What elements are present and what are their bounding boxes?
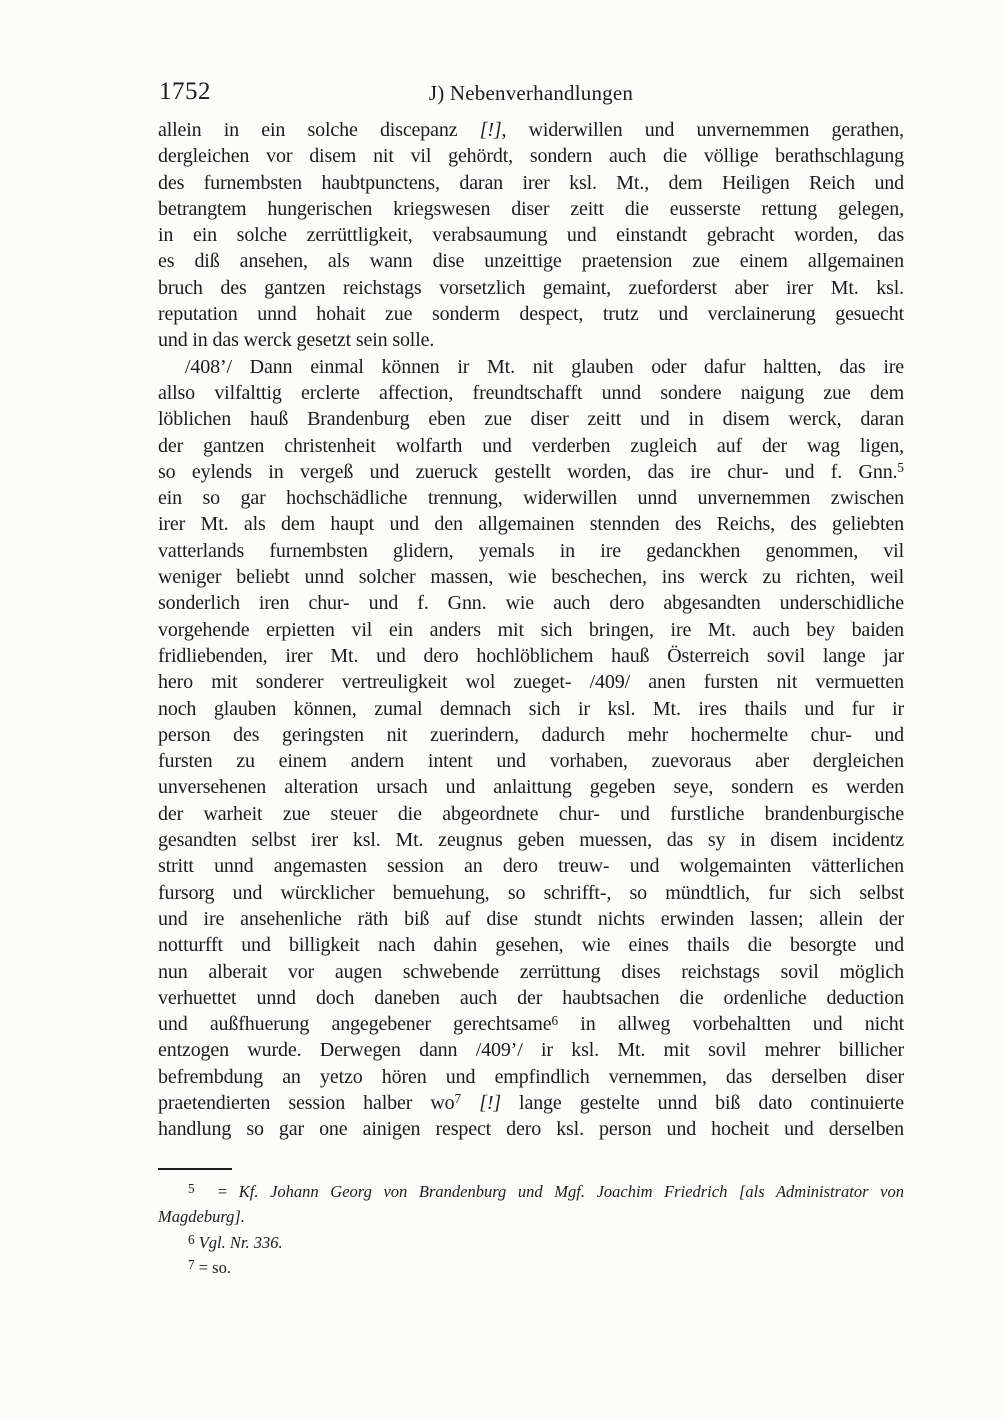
text-line bbox=[158, 959, 904, 985]
footnote-marker: 7 bbox=[454, 1091, 462, 1107]
text-segment: hero mit sonderer vertreuligkeit wol zueget- /409/ anen fursten nit vermuetten bbox=[158, 671, 904, 694]
text-segment: [!] bbox=[479, 119, 502, 141]
page-number: 1752 bbox=[159, 78, 211, 105]
text-line bbox=[158, 354, 904, 380]
text-segment: = so. bbox=[194, 1258, 231, 1278]
text-segment: sonderlich iren chur- und f. Gnn. wie auch dero abgesandten underschidliche bbox=[158, 592, 904, 615]
text-segment: des furnembsten haubtpunctens, daran irer ksl. Mt., dem Heiligen Reich und bbox=[158, 171, 904, 194]
text-segment: ein so gar hochschädliche trennung, widerwillen unnd unvernemmen zwischen bbox=[158, 487, 904, 510]
text-segment: allein in ein solche discepanz bbox=[158, 119, 480, 141]
text-segment: noch glauben können, zumal demnach sich ir ksl. Mt. ires thails und fur ir bbox=[158, 697, 904, 720]
text-line bbox=[158, 406, 904, 432]
text-line bbox=[158, 774, 904, 800]
text-line bbox=[158, 617, 904, 643]
body-text bbox=[158, 117, 904, 1143]
text-line bbox=[158, 485, 904, 511]
text-segment: lange gestelte unnd biß dato continuierte bbox=[500, 1091, 904, 1114]
footnotes bbox=[158, 1179, 904, 1281]
text-segment: [!] bbox=[479, 1091, 501, 1114]
text-line bbox=[158, 696, 904, 722]
text-line bbox=[158, 511, 904, 537]
text-segment: reputation unnd hohait zue sonderm despect, trutz und verclainerung gesuecht bbox=[158, 303, 904, 326]
footnote-marker: 5 bbox=[897, 460, 904, 476]
footnote-line bbox=[158, 1179, 904, 1204]
text-segment: vorgehende erpietten vil ein anders mit sich bringen, ire Mt. auch bey baiden bbox=[158, 618, 904, 641]
text-line bbox=[158, 117, 904, 143]
text-line bbox=[158, 170, 904, 196]
footnote-marker: 5 bbox=[188, 1180, 195, 1196]
text-line bbox=[158, 1064, 904, 1090]
text-line bbox=[158, 722, 904, 748]
text-segment: nun alberait vor augen schwebende zerrüttung dises reichstags sovil möglich bbox=[158, 960, 904, 983]
text-segment: , widerwillen und unvernemmen gerathen, bbox=[501, 119, 904, 141]
text-segment: verhuettet unnd doch daneben auch der haubtsachen die ordenliche deduction bbox=[158, 986, 904, 1009]
text-segment bbox=[461, 1092, 479, 1114]
text-segment: allso vilfalttig erclerte affection, freundtschafft unnd sondere naigung zue dem bbox=[158, 381, 904, 404]
text-segment: der gantzen christenheit wolfarth und verderben zugleich auf der wag ligen, bbox=[158, 434, 904, 457]
running-head: J) Nebenverhandlungen bbox=[428, 81, 634, 105]
text-segment: entzogen wurde. Derwegen dann /409’/ ir ksl. Mt. mit sovil mehrer billicher bbox=[158, 1039, 904, 1062]
footnote-marker: 7 bbox=[188, 1256, 195, 1272]
text-segment: in ein solche zerrüttligkeit, verabsaumung und einstandt gebracht worden, das bbox=[158, 224, 904, 247]
text-segment: der warheit zue steuer die abgeordnete chur- und furstliche brandenburgische bbox=[158, 802, 904, 825]
text-segment: und außfhuerung angegebener gerechtsame bbox=[158, 1013, 552, 1036]
text-line bbox=[158, 748, 904, 774]
text-line bbox=[158, 196, 904, 222]
text-line bbox=[158, 459, 904, 485]
text-line bbox=[158, 590, 904, 616]
text-line bbox=[158, 853, 904, 879]
text-segment: praetendierten session halber wo bbox=[158, 1091, 455, 1114]
text-segment: so eylends in vergeß und zueruck gestellt worden, das ire chur- und f. Gnn. bbox=[158, 460, 898, 483]
text-line bbox=[158, 643, 904, 669]
text-segment: fursorg und würcklicher bemuehung, so schrifft-, so mündtlich, fur sich selbst bbox=[158, 881, 904, 904]
footnote-line bbox=[158, 1230, 904, 1255]
footnote-line bbox=[158, 1204, 904, 1229]
text-line bbox=[158, 380, 904, 406]
text-line bbox=[158, 827, 904, 853]
text-line bbox=[158, 1011, 904, 1037]
text-segment: befrembdung an yetzo hören und empfindlich vernemmen, das derselben diser bbox=[158, 1065, 904, 1088]
text-segment: irer Mt. als dem haupt und den allgemainen stennden des Reichs, des geliebten bbox=[158, 513, 904, 536]
text-segment: fursten zu einem andern intent und vorhaben, zuevoraus aber dergleichen bbox=[158, 750, 904, 773]
text-segment: notturfft und billigkeit nach dahin gesehen, wie eines thails die besorgte und bbox=[158, 934, 904, 957]
text-line bbox=[158, 248, 904, 274]
text-segment: es diß ansehen, als wann dise unzeittige praetension zue einem allgemainen bbox=[158, 250, 904, 273]
text-line bbox=[158, 143, 904, 169]
text-segment: dergleichen vor disem nit vil gehördt, sondern auch die völlige berathschlagung bbox=[158, 145, 904, 168]
text-line bbox=[158, 1090, 904, 1116]
text-line bbox=[158, 301, 904, 327]
text-line bbox=[158, 880, 904, 906]
footnote-line bbox=[158, 1255, 904, 1280]
text-segment: unversehenen alteration ursach und anlaittung gegeben seye, sondern es werden bbox=[158, 776, 904, 799]
footnote-marker: 6 bbox=[188, 1231, 195, 1247]
text-line bbox=[158, 1037, 904, 1063]
text-line bbox=[158, 564, 904, 590]
text-segment: vatterlands furnembsten glidern, yemals in ire gedanckhen genommen, vil bbox=[158, 539, 904, 562]
text-line bbox=[158, 275, 904, 301]
text-segment: und ire ansehenliche räth biß auf dise stundt nichts erwinden lassen; allein der bbox=[158, 907, 904, 930]
text-segment: Magdeburg]. bbox=[158, 1207, 245, 1227]
text-segment: Kf. Johann Georg von Brandenburg und Mgf. Joachim Friedrich [als Administrator von bbox=[238, 1182, 904, 1201]
text-line bbox=[158, 538, 904, 564]
text-segment: = bbox=[194, 1182, 239, 1201]
text-segment: löblichen hauß Brandenburg eben zue diser zeitt und in disem werck, daran bbox=[158, 408, 904, 431]
text-segment: handlung so gar one ainigen respect dero ksl. person und hocheit und derselben bbox=[158, 1118, 904, 1141]
text-line bbox=[158, 222, 904, 248]
text-line bbox=[158, 932, 904, 958]
page-header bbox=[158, 78, 904, 108]
text-line bbox=[158, 985, 904, 1011]
text-segment: in allweg vorbehaltten und nicht bbox=[558, 1013, 904, 1036]
footnote-separator-rule bbox=[158, 1168, 232, 1170]
text-segment: betrangtem hungerischen kriegswesen diser zeitt die eusserste rettung gelegen, bbox=[158, 197, 904, 220]
text-line bbox=[158, 801, 904, 827]
text-segment: bruch des gantzen reichstags vorsetzlich gemaint, zueforderst aber irer Mt. ksl. bbox=[158, 276, 904, 299]
text-line bbox=[158, 327, 904, 353]
text-line bbox=[158, 1116, 904, 1142]
text-line bbox=[158, 433, 904, 459]
text-line bbox=[158, 906, 904, 932]
text-segment: weniger beliebt unnd solcher massen, wie beschechen, ins werck zu richten, weil bbox=[158, 566, 904, 589]
text-segment: und in das werck gesetzt sein solle. bbox=[158, 329, 435, 352]
text-segment: fridliebenden, irer Mt. und dero hochlöblichem hauß Österreich sovil lange jar bbox=[158, 644, 904, 667]
text-line bbox=[158, 669, 904, 695]
footnote-marker: 6 bbox=[551, 1012, 559, 1028]
text-segment: gesandten selbst irer ksl. Mt. zeugnus geben muessen, das sy in disem incidentz bbox=[158, 829, 904, 852]
text-segment: stritt unnd angemasten session an dero treuw- und wolgemainten vätterlichen bbox=[158, 855, 904, 878]
text-segment: /408’/ Dann einmal können ir Mt. nit glauben oder dafur haltten, das ire bbox=[185, 355, 904, 378]
text-segment: Vgl. Nr. 336. bbox=[198, 1232, 283, 1252]
text-segment: person des geringsten nit zuerindern, dadurch mehr hochermelte chur- und bbox=[158, 723, 904, 746]
